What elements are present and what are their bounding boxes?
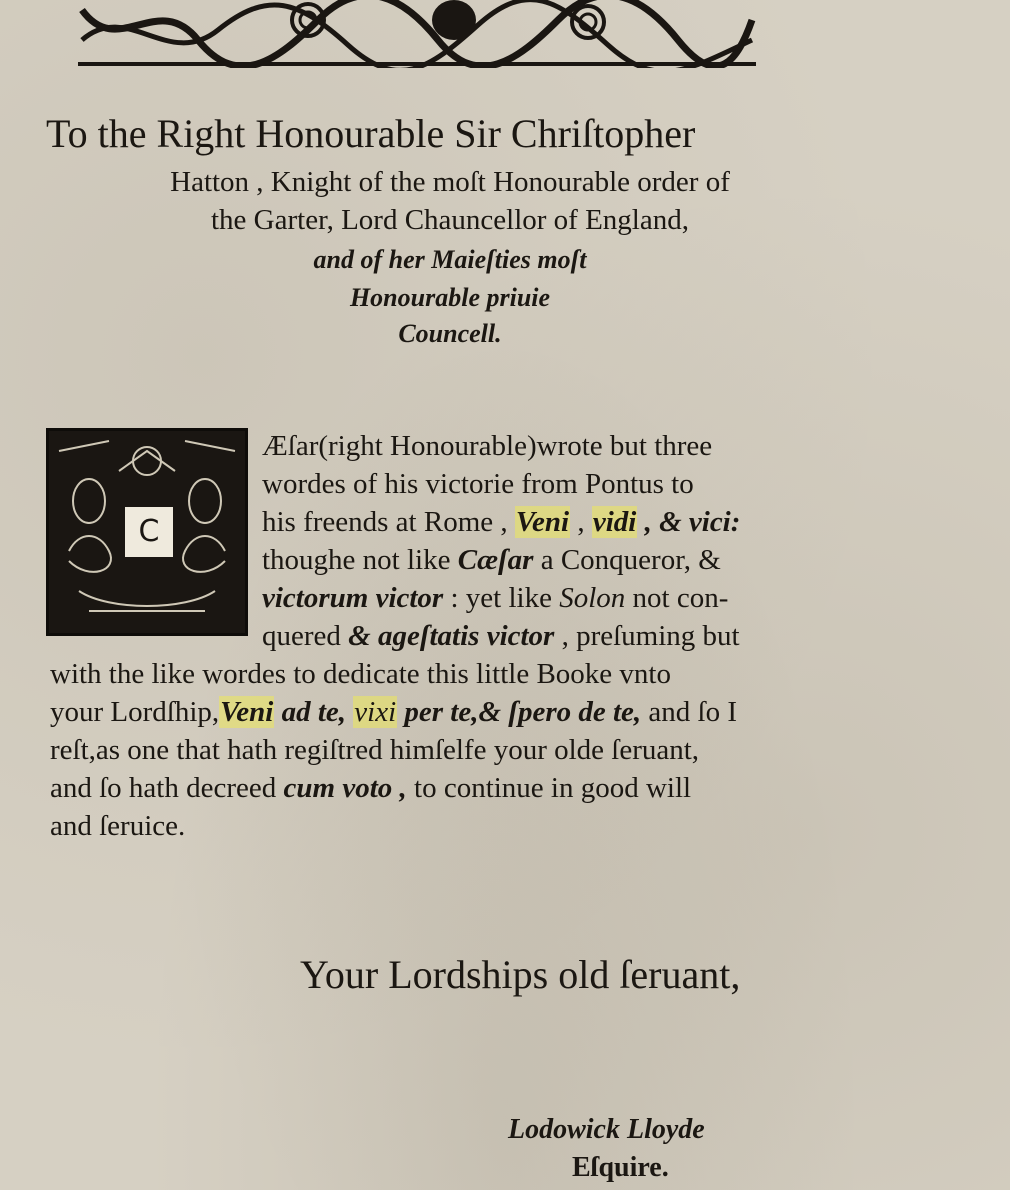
highlight-vidi: vidi (592, 506, 637, 538)
body-line-4 (262, 542, 721, 578)
text-segment: ad te, (274, 696, 354, 728)
text-segment: his freends at Rome , (262, 506, 515, 538)
body-line-5 (262, 580, 728, 616)
text-segment: , & vici: (637, 506, 741, 538)
text-segment: & ageſtatis victor (348, 620, 555, 652)
text-segment: a Conqueror, & (533, 544, 721, 576)
heading-line-5: Honourable priuie (349, 283, 551, 312)
initial-letter: C (125, 507, 173, 557)
body-line-6 (262, 618, 740, 654)
body-line-7: with the like wordes to dedicate this little Booke vnto (50, 658, 671, 690)
body-line-2: wordes of his victorie from Pontus to (262, 468, 694, 500)
text-segment: thoughe not like (262, 544, 458, 576)
text-segment: not con- (625, 582, 729, 614)
closing-salutation: Your Lordships old ſeruant, (300, 952, 741, 997)
heading-line-1: To the Right Honourable Sir Chriſtopher (46, 111, 696, 156)
text-segment: : yet like (443, 582, 560, 614)
body-line-3 (262, 504, 740, 540)
text-segment: , preſuming but (554, 620, 740, 652)
text-segment: quered (262, 620, 349, 652)
heading-line-6: Councell. (398, 319, 502, 348)
body-line-1: Æſar(right Honourable)wrote but three (262, 430, 713, 462)
heading-line-3: the Garter, Lord Chauncellor of England, (211, 204, 689, 236)
text-segment: , (570, 506, 592, 538)
highlight-veni-2: Veni (220, 696, 274, 728)
text-segment: Solon (559, 582, 626, 614)
body-line-11: and ſeruice. (50, 810, 186, 842)
text-segment: Cæſar (457, 544, 534, 576)
body-line-9: reſt,as one that hath regiſtred himſelfe your olde ſeruant, (50, 734, 700, 766)
heading-line-4: and of her Maieſties moſt (313, 245, 587, 274)
text-segment: cum voto , (283, 772, 407, 804)
highlight-veni: Veni (515, 506, 570, 538)
signature-title: Eſquire. (572, 1152, 669, 1183)
signature-name: Lodowick Lloyde (508, 1114, 705, 1145)
text-segment: victorum victor (262, 582, 444, 614)
text-segment: and ſo hath decreed (50, 772, 284, 804)
text-segment: per te,& ſpero de te, (397, 696, 642, 728)
text-segment: to continue in good will (406, 772, 692, 804)
text-segment: your Lordſhip, (50, 696, 220, 728)
highlight-vixi: vixi (354, 696, 397, 728)
heading-line-2: Hatton , Knight of the moſt Honourable order of (170, 166, 730, 198)
text-segment: and ſo I (641, 696, 737, 728)
body-line-10 (50, 770, 691, 806)
body-line-8 (50, 694, 737, 730)
